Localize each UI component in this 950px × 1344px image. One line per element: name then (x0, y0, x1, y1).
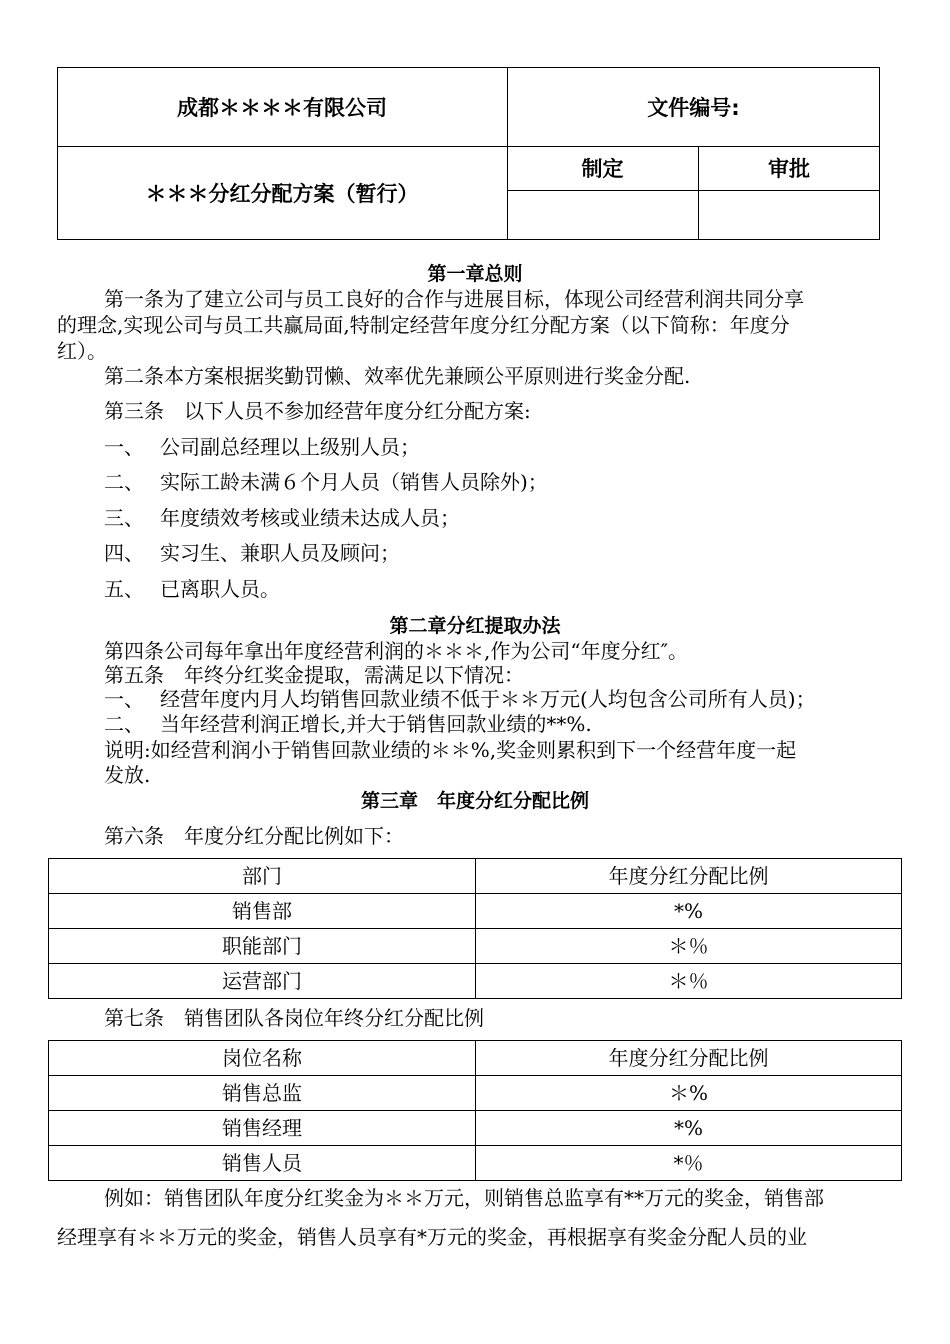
table-row (49, 1111, 902, 1146)
table-cell: *％ (476, 1146, 902, 1181)
condition-item-number: 一、 (104, 687, 144, 711)
prepared-signature-field[interactable] (507, 190, 698, 240)
approved-signature-field[interactable] (698, 190, 880, 240)
table-row (49, 1146, 902, 1181)
table-cell: *% (476, 1111, 902, 1146)
table-cell: 运营部门 (49, 964, 476, 999)
excluded-item-number: 四、 (104, 541, 144, 565)
document-number-label: 文件编号: (647, 95, 740, 120)
article2: 第二条本方案根据奖勤罚懒、效率优先兼顾公平原则进行奖金分配. (104, 364, 691, 388)
table-row (49, 894, 902, 929)
table-header-cell: 年度分红分配比例 (476, 1041, 902, 1076)
article7: 第七条 销售团队各岗位年终分红分配比例 (104, 1006, 484, 1030)
excluded-item-number: 五、 (104, 577, 144, 601)
table-cell: ＊% (476, 1076, 902, 1111)
table-header-cell: 部门 (49, 859, 476, 894)
table-cell: 销售经理 (49, 1111, 476, 1146)
table-cell: *% (476, 894, 902, 929)
company-name: 成都＊＊＊＊有限公司 (177, 95, 387, 120)
article1-line3: 红）。 (57, 339, 107, 363)
position-ratio-table (48, 1040, 902, 1181)
table-header-cell: 年度分红分配比例 (476, 859, 902, 894)
table-header-row (49, 1041, 902, 1076)
note-line1: 说明:如经营利润小于销售回款业绩的＊＊%,奖金则累积到下一个经营年度一起 (104, 738, 797, 762)
excluded-item-text: 已离职人员。 (160, 577, 280, 601)
table-cell: 销售总监 (49, 1076, 476, 1111)
article5: 第五条 年终分红奖金提取，需满足以下情况： (104, 663, 524, 687)
excluded-item-text: 实际工龄未满６个月人员（销售人员除外)； (160, 470, 548, 494)
table-cell: 销售人员 (49, 1146, 476, 1181)
excluded-item-number: 一、 (104, 435, 144, 459)
condition-item-number: 二、 (104, 712, 144, 736)
table-header-cell: 岗位名称 (49, 1041, 476, 1076)
article3: 第三条 以下人员不参加经营年度分红分配方案: (104, 399, 531, 423)
condition-item-text: 当年经营利润正增长,并大于销售回款业绩的**%. (160, 712, 592, 736)
approved-label: 审批 (768, 157, 810, 181)
article6: 第六条 年度分红分配比例如下： (104, 824, 404, 848)
table-header-row (49, 859, 902, 894)
note-line2: 发放. (104, 763, 151, 787)
excluded-item-number: 二、 (104, 470, 144, 494)
excluded-item-text: 年度绩效考核或业绩未达成人员； (160, 506, 460, 530)
table-cell: 销售部 (49, 894, 476, 929)
article1-line1: 第一条为了建立公司与员工良好的合作与进展目标，体现公司经营利润共同分享 (104, 287, 804, 311)
chapter3-heading: 第三章 年度分红分配比例 (360, 790, 589, 812)
condition-item-text: 经营年度内月人均销售回款业绩不低于＊＊万元(人均包含公司所有人员)； (160, 687, 816, 711)
plan-title: ＊＊＊分红分配方案（暂行） (145, 182, 419, 206)
example-line2: 经理享有＊＊万元的奖金，销售人员享有*万元的奖金，再根据享有奖金分配人员的业 (57, 1225, 807, 1249)
table-cell: ＊％ (476, 964, 902, 999)
department-ratio-table (48, 858, 902, 999)
excluded-item-number: 三、 (104, 506, 144, 530)
excluded-item-text: 公司副总经理以上级别人员； (160, 435, 420, 459)
chapter2-heading: 第二章分红提取办法 (389, 615, 561, 637)
table-row (49, 1076, 902, 1111)
chapter1-heading: 第一章总则 (427, 263, 523, 285)
table-cell: 职能部门 (49, 929, 476, 964)
excluded-item-text: 实习生、兼职人员及顾问； (160, 541, 400, 565)
article4: 第四条公司每年拿出年度经营利润的＊＊＊,作为公司“年度分红″。 (104, 639, 689, 663)
table-cell: ＊％ (476, 929, 902, 964)
table-row (49, 964, 902, 999)
article1-line2: 的理念,实现公司与员工共赢局面,特制定经营年度分红分配方案（以下简称：年度分 (57, 313, 790, 337)
example-line1: 例如：销售团队年度分红奖金为＊＊万元，则销售总监享有**万元的奖金，销售部 (104, 1186, 824, 1210)
table-row (49, 929, 902, 964)
prepared-label: 制定 (581, 157, 624, 181)
